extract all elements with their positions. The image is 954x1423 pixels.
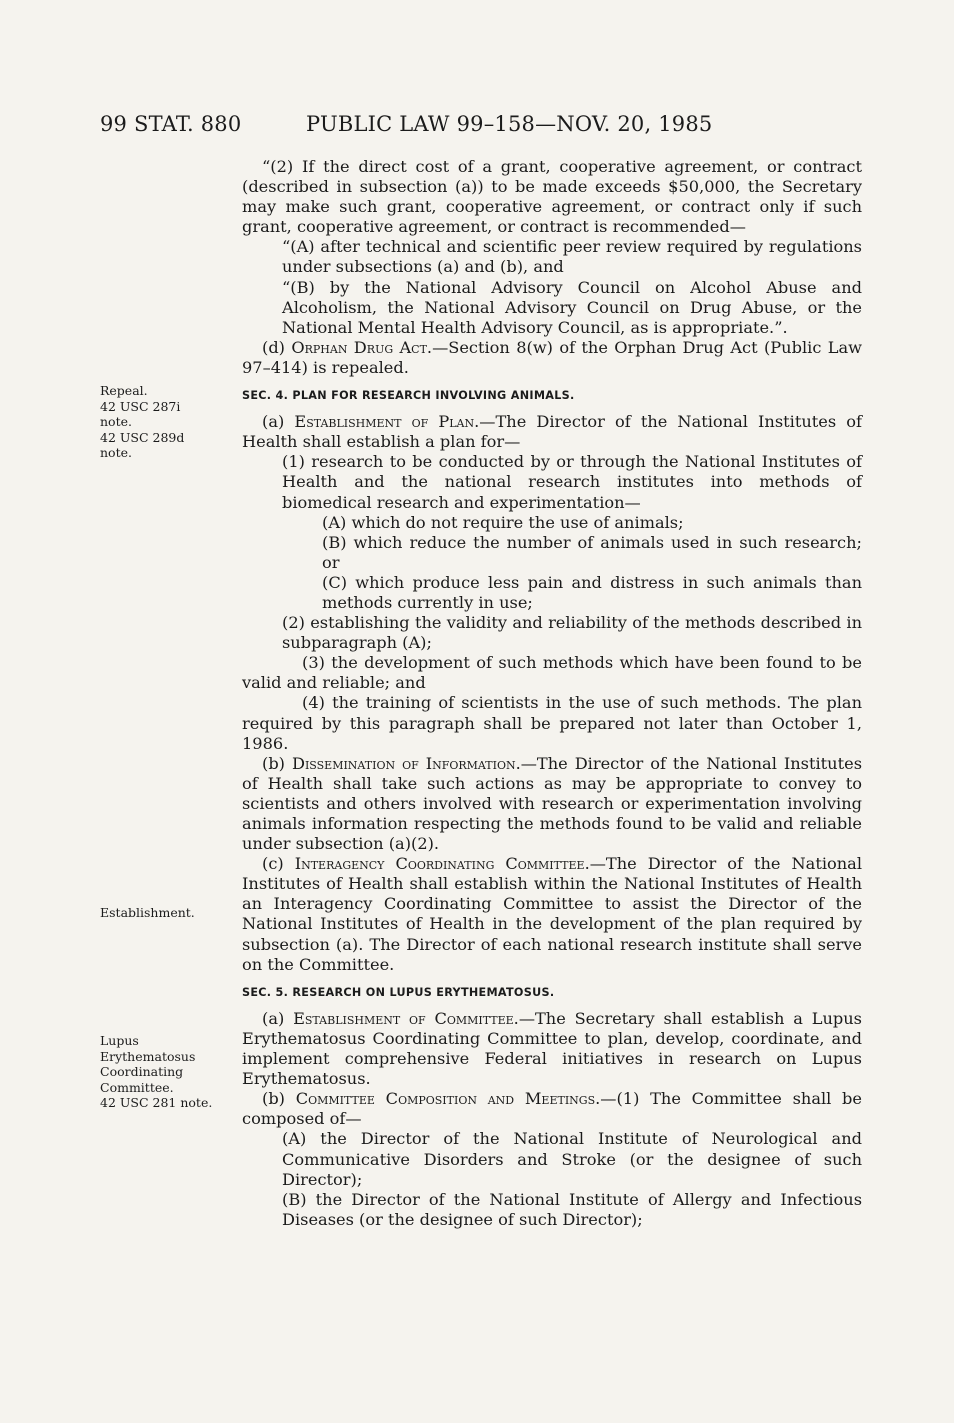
section-4-heading: SEC. 4. PLAN FOR RESEARCH INVOLVING ANIMALS. [242, 389, 575, 403]
margin-note-line: 42 USC 289d [100, 429, 185, 445]
paragraph-4a-2: (2) establishing the validity and reliability of the methods described in subparagraph (A); [282, 613, 862, 653]
paragraph-4a-4: (4) the training of scientists in the use of such methods. The plan required by this paragraph shall be prepared not later than October 1, 1986. [242, 693, 862, 753]
subsection-text: —Section 8(w) of the Orphan Drug Act (Public Law 97–414) is repealed. [242, 337, 862, 377]
paragraph-4a-3: (3) the development of such methods which have been found to be valid and reliable; and [242, 653, 862, 693]
clause-5b-A: (A) the Director of the National Institute of Neurological and Communicative Disorders and Stroke (or the designee of such Director); [282, 1129, 862, 1189]
margin-note-line: 42 USC 281 note. [100, 1095, 213, 1110]
subsection-4b [242, 754, 862, 854]
subsection-label: (b) [262, 1089, 296, 1109]
subsection-5a [242, 1009, 862, 1089]
margin-note-line: Erythematosus [100, 1048, 196, 1064]
subsection-4a [242, 412, 862, 452]
clause-4a-1A: (A) which do not require the use of animals; [322, 512, 684, 532]
statute-page-number: 99 STAT. 880 [100, 112, 242, 136]
subsection-text: —The Director of the National Institutes of Health shall establish a plan for— [242, 412, 862, 452]
subsection-d-orphan-drug-act [242, 338, 862, 378]
subsection-title: Orphan Drug Act. [291, 337, 433, 357]
margin-note-lupus [100, 1033, 240, 1111]
subsection-label: (d) [262, 337, 292, 357]
margin-note-line: Coordinating [100, 1064, 184, 1079]
subsection-title: Interagency Coordinating Committee. [294, 854, 590, 874]
subsection-4c [242, 854, 862, 975]
clause-4a-1B: (B) which reduce the number of animals used in such research; or [322, 532, 862, 572]
subsection-text: —The Director of the National Institutes of Health shall establish within the National Institutes of Health an Interagency Coordinating Committee to assist the Director of the National Institutes of Health in the development of the plan required by subsection (a). The Director of each national research institute shall serve on the Committee. [242, 854, 863, 974]
subsection-title: Establishment of Plan. [294, 412, 480, 432]
statute-text [242, 157, 862, 1230]
subsection-title: Establishment of Committee. [293, 1008, 519, 1028]
clause-A-peer-review: “(A) after technical and scientific peer review required by regulations under subsections (a) and (b), and [282, 237, 862, 277]
margin-note-line: Repeal. [100, 383, 148, 398]
subsection-label: (b) [262, 753, 292, 773]
margin-note-line: note. [100, 414, 132, 429]
margin-note-line: 42 USC 287i [100, 398, 181, 414]
margin-note-repeal [100, 383, 240, 461]
subsection-text: —The Director of the National Institutes of Health shall take such actions as may be appropriate to convey to scientists and others involved with research or experimentation involving animals information respecting the methods found to be valid and reliable under subsection (a)(2). [242, 753, 862, 854]
margin-note-line: Lupus [100, 1033, 139, 1048]
paragraph-4a-1: (1) research to be conducted by or through the National Institutes of Health and the national research institutes into methods of biomedical research and experimentation— [282, 452, 862, 512]
subsection-label: (a) [262, 412, 295, 432]
subsection-title: Dissemination of Information. [291, 753, 521, 773]
paragraph-2-direct-cost: “(2) If the direct cost of a grant, cooperative agreement, or contract (described in subsection (a)) to be made exceeds $50,000, the Secretary may make such grant, cooperative agreement, or contract only if such grant, cooperative agreement, or contract is recommended— [242, 157, 862, 237]
margin-note-line: Committee. [100, 1079, 174, 1095]
subsection-5b [242, 1089, 862, 1129]
margin-note-line: note. [100, 445, 132, 460]
clause-4a-1C: (C) which produce less pain and distress in such animals than methods currently in use; [322, 572, 862, 612]
subsection-label: (c) [262, 854, 295, 874]
clause-B-advisory-council: “(B) by the National Advisory Council on Alcohol Abuse and Alcoholism, the National Advisory Council on Drug Abuse, or the National Mental Health Advisory Council, as is appropriate.”. [282, 277, 862, 337]
section-5-heading: SEC. 5. RESEARCH ON LUPUS ERYTHEMATOSUS. [242, 985, 555, 999]
public-law-title: PUBLIC LAW 99–158—NOV. 20, 1985 [306, 112, 713, 136]
clause-5b-B: (B) the Director of the National Institute of Allergy and Infectious Diseases (or the designee of such Director); [282, 1189, 862, 1229]
subsection-label: (a) [262, 1008, 294, 1028]
subsection-text: —(1) The Committee shall be composed of— [242, 1089, 862, 1129]
subsection-text: —The Secretary shall establish a Lupus Erythematosus Coordinating Committee to plan, develop, coordinate, and implement comprehensive Federal initiatives in research on Lupus Erythematosus. [242, 1008, 862, 1089]
subsection-title: Committee Composition and Meetings. [295, 1089, 601, 1109]
margin-note-establishment: Establishment. [100, 905, 195, 920]
